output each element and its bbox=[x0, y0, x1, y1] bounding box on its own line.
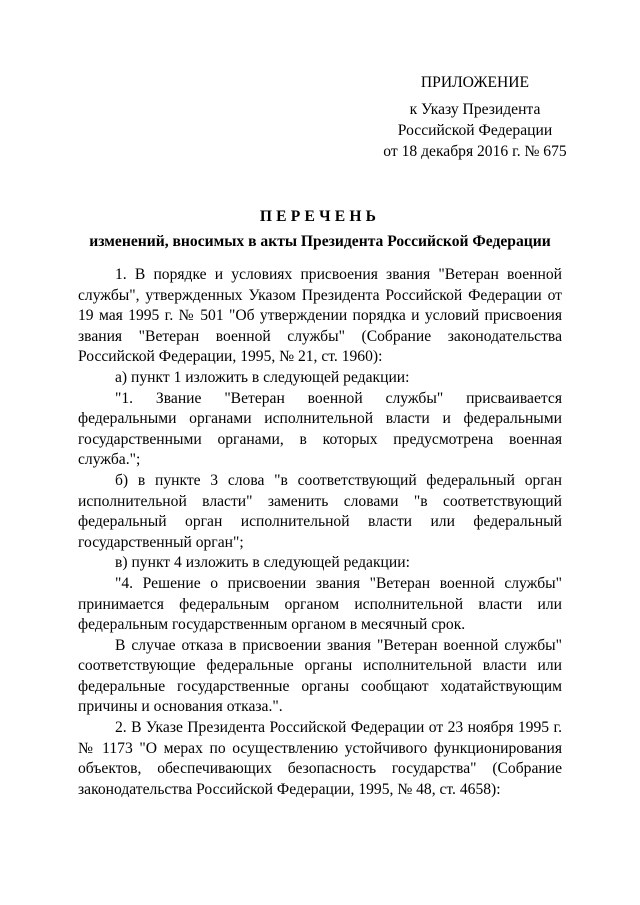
document-title bbox=[0, 206, 640, 253]
paragraph-2: 2. В Указе Президента Российской Федерации от 23 ноября 1995 г. № 1173 "О мерах по осуществлению устойчивого функционирования объектов, обеспечивающих безопасность государства" (Собрание законодательства Российской Федерации, 1995, № 48, ст. 4658): bbox=[78, 719, 562, 798]
paragraph-1v: в) пункт 4 изложить в следующей редакции: bbox=[115, 554, 410, 572]
document-body bbox=[78, 265, 562, 800]
appendix-title: ПРИЛОЖЕНИЕ bbox=[420, 74, 530, 91]
appendix-date-number: от 18 декабря 2016 г. № 675 bbox=[383, 143, 567, 160]
paragraph-1b: б) в пункте 3 слова "в соответствующий федеральный орган исполнительной власти" заменить словами "в соответствующий федеральный орган исполнительной власти или федеральный государственный орган"; bbox=[78, 471, 562, 551]
title-subheading: изменений, вносимых в акты Президента Российской Федерации bbox=[89, 233, 551, 250]
paragraph-1a-text: "1. Звание "Ветеран военной службы" присваивается федеральными органами исполнительной власти и федеральными государственными органами, в которых предусмотрена военная служба."; bbox=[78, 389, 562, 469]
paragraph-1v-text: "4. Решение о присвоении звания "Ветеран военной службы" принимается федеральным органом исполнительной власти или федеральным государственным органом в месячный срок. bbox=[78, 574, 562, 634]
appendix-header bbox=[355, 72, 595, 162]
title-heading: ПЕРЕЧЕНЬ bbox=[259, 208, 381, 225]
paragraph-1: 1. В порядке и условиях присвоения звания "Ветеран военной службы", утвержденных Указом Президента Российской Федерации от 19 мая 1995 г. № 501 "Об утверждении порядка и условий присвоения звания "Ветеран военной службы" (Собрание законодательства Российской Федерации, 1995, № 21, ст. 1960): bbox=[78, 266, 562, 366]
paragraph-1a: а) пункт 1 изложить в следующей редакции: bbox=[115, 368, 410, 386]
appendix-decree-ref: к Указу Президента bbox=[409, 101, 541, 118]
paragraph-1v-refusal: В случае отказа в присвоении звания "Ветеран военной службы" соответствующие федеральные органы исполнительной власти или федеральные государственные органы сообщают ходатайствующим причины и основания отказа.". bbox=[78, 636, 562, 716]
appendix-issuer: Российской Федерации bbox=[397, 122, 553, 139]
